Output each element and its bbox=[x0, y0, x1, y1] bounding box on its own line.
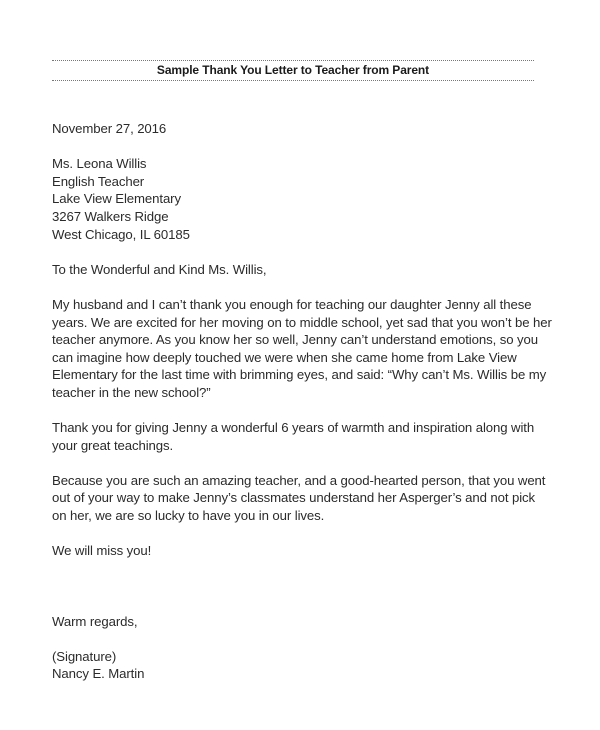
paragraph-gratitude: Thank you for giving Jenny a wonderful 6 years of warmth and inspiration along with your great teachings. bbox=[52, 420, 535, 453]
closing-line: We will miss you! bbox=[52, 543, 152, 559]
recipient-address bbox=[52, 155, 552, 243]
recipient-position: English Teacher bbox=[52, 173, 145, 189]
recipient-city: West Chicago, IL 60185 bbox=[52, 226, 190, 242]
paragraph-praise: Because you are such an amazing teacher, and a good-hearted person, that you went out of your way to make Jenny’s classmates understand her Asperger’s and not pick on her, we are so lucky to have you in our lives. bbox=[52, 472, 546, 524]
paragraph-thanks: My husband and I can’t thank you enough for teaching our daughter Jenny all these years. We are excited for her moving on to middle school, yet sad that you won’t be her teacher anymore. As you know her so well, Jenny can’t understand emotions, so you can imagine how deeply touched we were when she came home from Lake View Elementary for the last time with brimming eyes, and said: “Why can’t Ms. Willis be my teacher in the new school?” bbox=[52, 296, 552, 400]
recipient-school: Lake View Elementary bbox=[52, 191, 181, 207]
sender-name: Nancy E. Martin bbox=[52, 666, 145, 682]
signature-block bbox=[52, 648, 552, 683]
salutation: To the Wonderful and Kind Ms. Willis, bbox=[52, 261, 267, 277]
document-title: Sample Thank You Letter to Teacher from Parent bbox=[52, 60, 534, 81]
regards: Warm regards, bbox=[52, 613, 138, 629]
letter-date: November 27, 2016 bbox=[52, 121, 167, 136]
signature-placeholder: (Signature) bbox=[52, 648, 117, 664]
recipient-name: Ms. Leona Willis bbox=[52, 156, 147, 172]
recipient-street: 3267 Walkers Ridge bbox=[52, 208, 169, 224]
letter-body bbox=[52, 120, 552, 683]
